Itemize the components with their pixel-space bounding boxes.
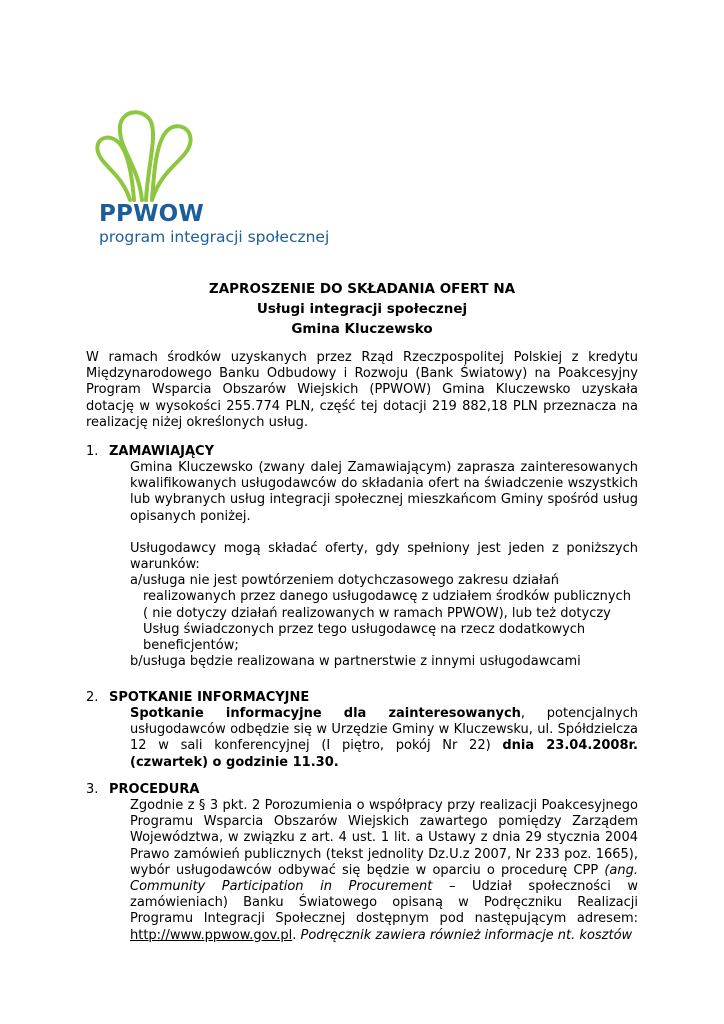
condition-b: b/usługa będzie realizowana w partnerstwie z innymi usługodawcami [130,654,581,670]
condition-a: a/usługa nie jest powtórzeniem dotychczasowego zakresu działań [130,573,560,589]
condition-a-line4: Usług świadczonych przez tego usługodawcę na rzecz dodatkowych [143,621,586,637]
intro-paragraph: W ramach środków uzyskanych przez Rząd Rzeczpospolitej Polskiej z kredytu Międzynarodowego Banku Odbudowy i Rozwoju (Bank Światowy) na Poakcesyjny Program Wsparcia Obszarów Wiejskich (PPWOW) Gmina Kluczewsko uzyskała dotację w wysokości 255.774 PLN, część tej dotacji 219 882,18 PLN przeznacza na realizację niżej określonych usług. [86,350,638,430]
document-title [0,279,724,339]
procedure-italic-1: (ang. Community Participation in Procurement [130,862,638,895]
section-number: 1. [86,444,99,459]
section-body [130,460,638,670]
condition-a-line5: beneficjentów; [143,638,239,654]
title-line-3: Gmina Kluczewsko [291,321,433,337]
section1-para1: Gmina Kluczewsko (zwany dalej Zamawiającym) zaprasza zainteresowanych kwalifikowanych usługodawców do składania ofert na świadczenie wszystkich lub wybranych usług integracji społecznej mieszkańcom Gminy spośród usług opisanych poniżej. [130,460,638,524]
section-number: 3. [86,782,99,797]
section-body [130,706,638,771]
condition-a-line3: ( nie dotyczy działań realizowanych w ramach PPWOW), lub też dotyczy [143,605,611,621]
procedure-text-1: Zgodnie z § 3 pkt. 2 Porozumienia o współpracy przy realizacji Poakcesyjnego Programu Wsparcia Obszarów Wiejskich zawartego pomiędzy Zarządem Województwa, w związku z art. 4 ust. 1 lit. a Ustawy z dnia 29 stycznia 2004 Prawo zamówień publicznych (tekst jednolity Dz.U.z 2007, Nr 233 poz. 1665), wybór usługodawców odbywać się będzie w oparciu o procedurę CPP [130,798,638,878]
condition-a-line2: realizowanych przez danego usługodawcę z udziałem środków publicznych [143,589,631,605]
procedure-italic-2: Podręcznik zawiera również informacje nt. kosztów [300,927,633,943]
meeting-date: dnia 23.04.2008r.(czwartek) o godzinie 11.30. [130,738,638,770]
section3-paragraph [130,798,638,944]
section2-paragraph [130,706,638,771]
ppwow-link[interactable]: http://www.ppwow.gov.pl [130,927,293,943]
logo-brand-text: PPWOW [99,201,205,227]
title-line-2: Usługi integracji społecznej [256,301,468,317]
meeting-details: , potencjalnych usługodawców odbędzie się w Urzędzie Gminy w Kluczewsku, ul. Spółdzielcza 12 w sali konferencyjnej (I piętro, pokój Nr 22) [130,706,639,754]
section-title: SPOTKANIE INFORMACYJNE [109,690,310,705]
ppwow-logo [92,104,352,252]
meeting-lead: Spotkanie informacyjne dla zainteresowanych [130,706,521,721]
logo-tagline: program integracji społecznej [99,228,330,246]
procedure-text-3: . [292,927,301,943]
section-body [130,798,638,944]
section1-para2: Usługodawcy mogą składać oferty, gdy spełniony jest jeden z poniższych warunków: [130,540,638,573]
logo-leaves-icon [92,104,212,204]
section-number: 2. [86,690,99,705]
section-title: ZAMAWIAJĄCY [109,444,214,459]
section-title: PROCEDURA [109,782,200,797]
title-line-1: ZAPROSZENIE DO SKŁADANIA OFERT NA [208,281,516,297]
procedure-text-2: – Udział społeczności w zamówieniach) Banku Światowego opisaną w Podręczniku Realizacji Programu Integracji Społecznej dostępnym pod następującym adresem: [130,879,638,927]
